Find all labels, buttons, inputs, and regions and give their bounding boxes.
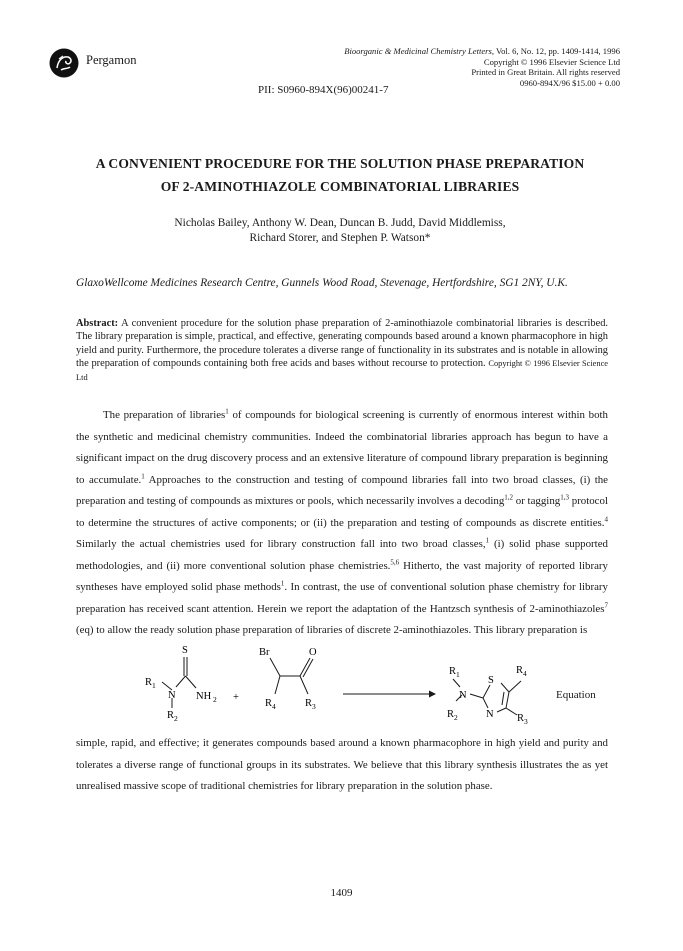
body-paragraph-1 [76, 405, 608, 642]
group-r2: R [447, 709, 455, 720]
subscript: 3 [312, 702, 316, 711]
abstract [76, 317, 608, 384]
body-text: Approaches to the construction and testing of compound libraries fall into two broad classes, (i) the preparation and testing of compounds as mixtures or pools, which necessarily involves a decoding [76, 473, 609, 507]
body-text: Hitherto, the vast majority of reported library syntheses have employed solid phase methods [76, 559, 608, 593]
atom-n: N [459, 690, 467, 701]
atom-s: S [488, 675, 494, 686]
subscript: 4 [523, 669, 527, 678]
group-r3: R [517, 713, 525, 724]
reaction-arrow [343, 691, 436, 698]
group-r1: R [145, 677, 153, 688]
subscript: 1 [152, 681, 156, 690]
equation-label: Equation [556, 689, 596, 701]
authors-line-2: Richard Storer, and Stephen P. Watson* [249, 232, 431, 244]
subscript: 2 [174, 714, 178, 723]
pergamon-logo [49, 48, 79, 78]
authors-line-1: Nicholas Bailey, Anthony W. Dean, Duncan B. Judd, David Middlemiss, [174, 217, 506, 229]
abstract-text: A convenient procedure for the solution phase preparation of 2-aminothiazole combinatorial libraries is described. The library preparation is simple, practical, and effective, generating compounds based around a known pharmacophore in high yield and purity. Furthermore, the procedure tolerates a diverse range of functionality in its substrates and is notable in allowing the preparation of compounds containing both free acids and bases without recourse to protection. [76, 318, 608, 370]
body-paragraph-2: simple, rapid, and effective; it generates compounds based around a known pharmacophore in high yield and purity and tolerates a diverse range of functional groups in its substrates. We believe that this library synthesis illustrates the as yet unrealised massive scope of traditional chemistries for library preparation in the solution phase. [76, 737, 608, 792]
group-r3: R [305, 698, 313, 709]
group-r4: R [516, 665, 524, 676]
atom-nh2: NH [196, 691, 212, 702]
title-line-1: A CONVENIENT PROCEDURE FOR THE SOLUTION PHASE PREPARATION [95, 156, 585, 171]
citation-ref: 1 [485, 536, 490, 545]
body-text: or tagging [513, 495, 561, 507]
journal-name: Bioorganic & Medicinal Chemistry Letters, [344, 46, 495, 56]
body-text: (eq) to allow the ready solution phase preparation of libraries of discrete 2-aminothiazoles. This library preparation is [76, 624, 588, 636]
citation-ref: 7 [604, 600, 608, 609]
atom-br: Br [259, 647, 270, 658]
printed-line: Printed in Great Britain. All rights reserved [471, 67, 620, 78]
body-text: The preparation of libraries [103, 409, 226, 421]
group-r2: R [167, 710, 175, 721]
plus-sign: + [233, 692, 239, 703]
journal-details: Vol. 6, No. 12, pp. 1409-1414, 1996 [494, 46, 620, 56]
subscript: 2 [213, 695, 217, 704]
body-text: of compounds for biological screening is currently of enormous interest within both the synthetic and medicinal chemistry communities. Indeed the combinatorial libraries approach has begun to have a significant impact on the drug discovery process and an extensive literature of compound library preparation is beginning to accumulate. [76, 409, 608, 486]
subscript: 1 [456, 670, 460, 679]
citation-ref: 5,6 [390, 557, 400, 566]
author-list [40, 216, 640, 246]
citation-ref: 1 [280, 579, 285, 588]
publisher-name: Pergamon [86, 53, 137, 67]
citation-ref: 1,2 [504, 493, 514, 502]
citation-ref: 1,3 [560, 493, 569, 502]
atom-o: O [309, 647, 317, 658]
atom-n: N [168, 690, 176, 701]
abstract-copyright: Copyright © 1996 Elsevier Science Ltd [76, 359, 608, 382]
atom-n: N [486, 709, 494, 720]
abstract-label: Abstract: [76, 318, 119, 329]
group-r1: R [449, 666, 457, 677]
citation-ref: 1 [141, 471, 145, 480]
haloketone-reactant [270, 658, 313, 694]
subscript: 3 [524, 717, 528, 724]
page-number: 1409 [330, 887, 353, 899]
journal-citation [240, 46, 620, 88]
atom-s: S [182, 645, 188, 656]
copyright-line: Copyright © 1996 Elsevier Science Ltd [483, 56, 620, 67]
group-r4: R [265, 698, 273, 709]
body-text: Similarly the actual chemistries used for library construction fall into two broad classes, [76, 538, 486, 550]
hantzsch-reaction-scheme [76, 642, 546, 724]
body-text: protocol to determine the structures of active components; or (ii) the preparation and testing of compounds as discrete entities. [76, 495, 608, 529]
body-text: (i) solid phase supported methodologies, and (ii) more conventional solution phase chemistries. [76, 538, 608, 572]
title-line-2: OF 2-AMINOTHIAZOLE COMBINATORIAL LIBRARIES [160, 179, 520, 194]
pii-code: PII: S0960-894X(96)00241-7 [258, 84, 389, 96]
subscript: 4 [272, 702, 276, 711]
citation-ref: 4 [604, 514, 608, 523]
price-line: 0960-894X/96 $15.00 + 0.00 [519, 77, 620, 88]
paper-title [40, 152, 640, 198]
affiliation: GlaxoWellcome Medicines Research Centre, Gunnels Wood Road, Stevenage, Hertfordshire, SG1 2NY, U.K. [76, 277, 568, 289]
body-text: . In contrast, the use of conventional solution phase chemistry for library preparation has received scant attention. Herein we report the adaptation of the Hantzsch synthesis of 2-aminothiazoles [76, 581, 608, 615]
citation-ref: 1 [225, 407, 229, 416]
subscript: 2 [454, 713, 458, 722]
